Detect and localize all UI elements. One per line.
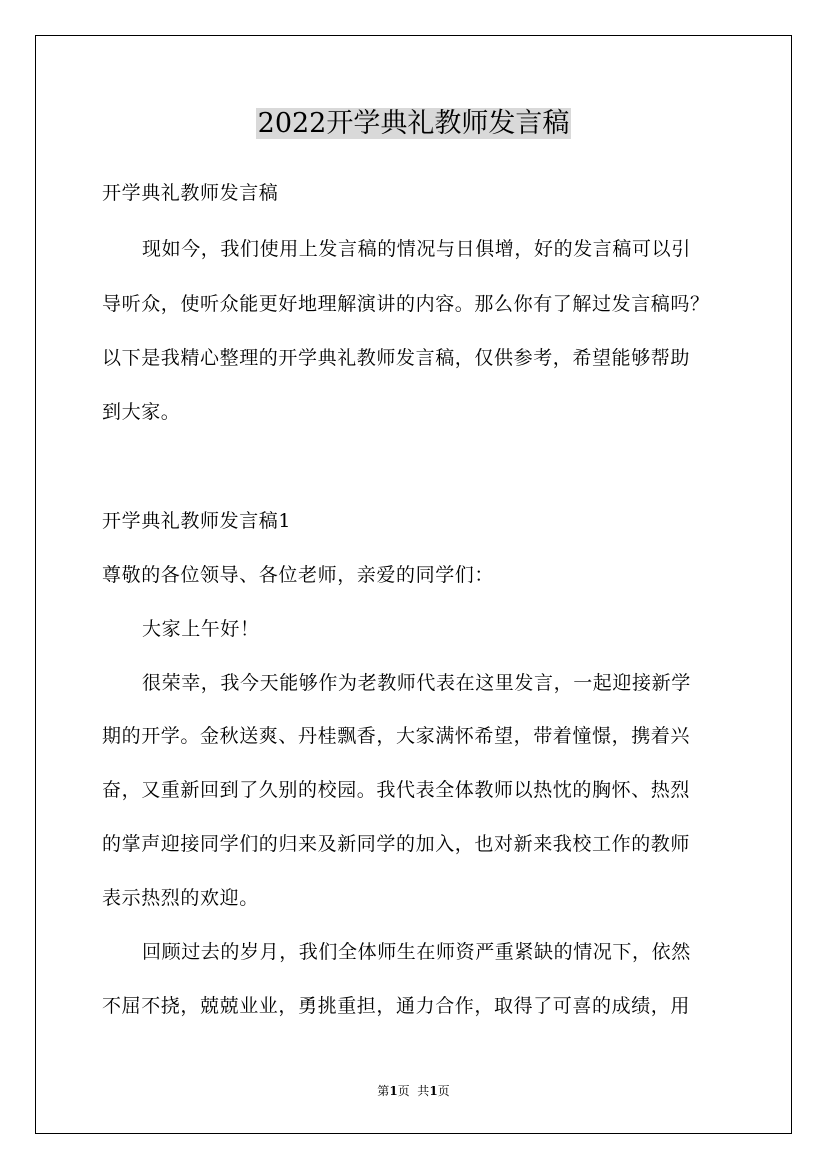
footer-page-total: 1 bbox=[429, 1084, 438, 1098]
paragraph-line: 到大家。 bbox=[102, 401, 181, 423]
greeting-line: 大家上午好！ bbox=[142, 618, 260, 640]
subtitle-line: 开学典礼教师发言稿 bbox=[102, 182, 279, 204]
footer-page-suffix: 页 bbox=[437, 1084, 450, 1098]
paragraph-line: 不屈不挠，兢兢业业，勇挑重担，通力合作，取得了可喜的成绩，用 bbox=[102, 995, 691, 1017]
document-title bbox=[0, 103, 827, 145]
paragraph-line: 的掌声迎接同学们的归来及新同学的加入，也对新来我校工作的教师 bbox=[102, 833, 691, 855]
paragraph-line: 表示热烈的欢迎。 bbox=[102, 887, 259, 909]
paragraph-line: 很荣幸，我今天能够作为老教师代表在这里发言，一起迎接新学 bbox=[142, 672, 691, 694]
paragraph-line: 奋，又重新回到了久别的校园。我代表全体教师以热忱的胸怀、热烈 bbox=[102, 779, 691, 801]
footer-page-prefix: 第 bbox=[377, 1084, 390, 1098]
paragraph-line: 现如今，我们使用上发言稿的情况与日俱增，好的发言稿可以引 bbox=[142, 238, 691, 260]
footer-page-current: 1 bbox=[389, 1084, 398, 1098]
document-title-text: 2022开学典礼教师发言稿 bbox=[257, 108, 570, 139]
footer-page-mid: 页 共 bbox=[397, 1084, 430, 1098]
paragraph-line: 期的开学。金秋送爽、丹桂飘香，大家满怀希望，带着憧憬，携着兴 bbox=[102, 725, 691, 747]
paragraph-line: 导听众，使听众能更好地理解演讲的内容。那么你有了解过发言稿吗？ bbox=[102, 293, 710, 315]
paragraph-line: 以下是我精心整理的开学典礼教师发言稿，仅供参考，希望能够帮助 bbox=[102, 347, 691, 369]
section-heading: 开学典礼教师发言稿1 bbox=[102, 510, 292, 532]
page-footer bbox=[0, 1083, 827, 1099]
paragraph-line: 回顾过去的岁月，我们全体师生在师资严重紧缺的情况下，依然 bbox=[142, 941, 691, 963]
salutation-line: 尊敬的各位领导、各位老师，亲爱的同学们： bbox=[102, 564, 495, 586]
